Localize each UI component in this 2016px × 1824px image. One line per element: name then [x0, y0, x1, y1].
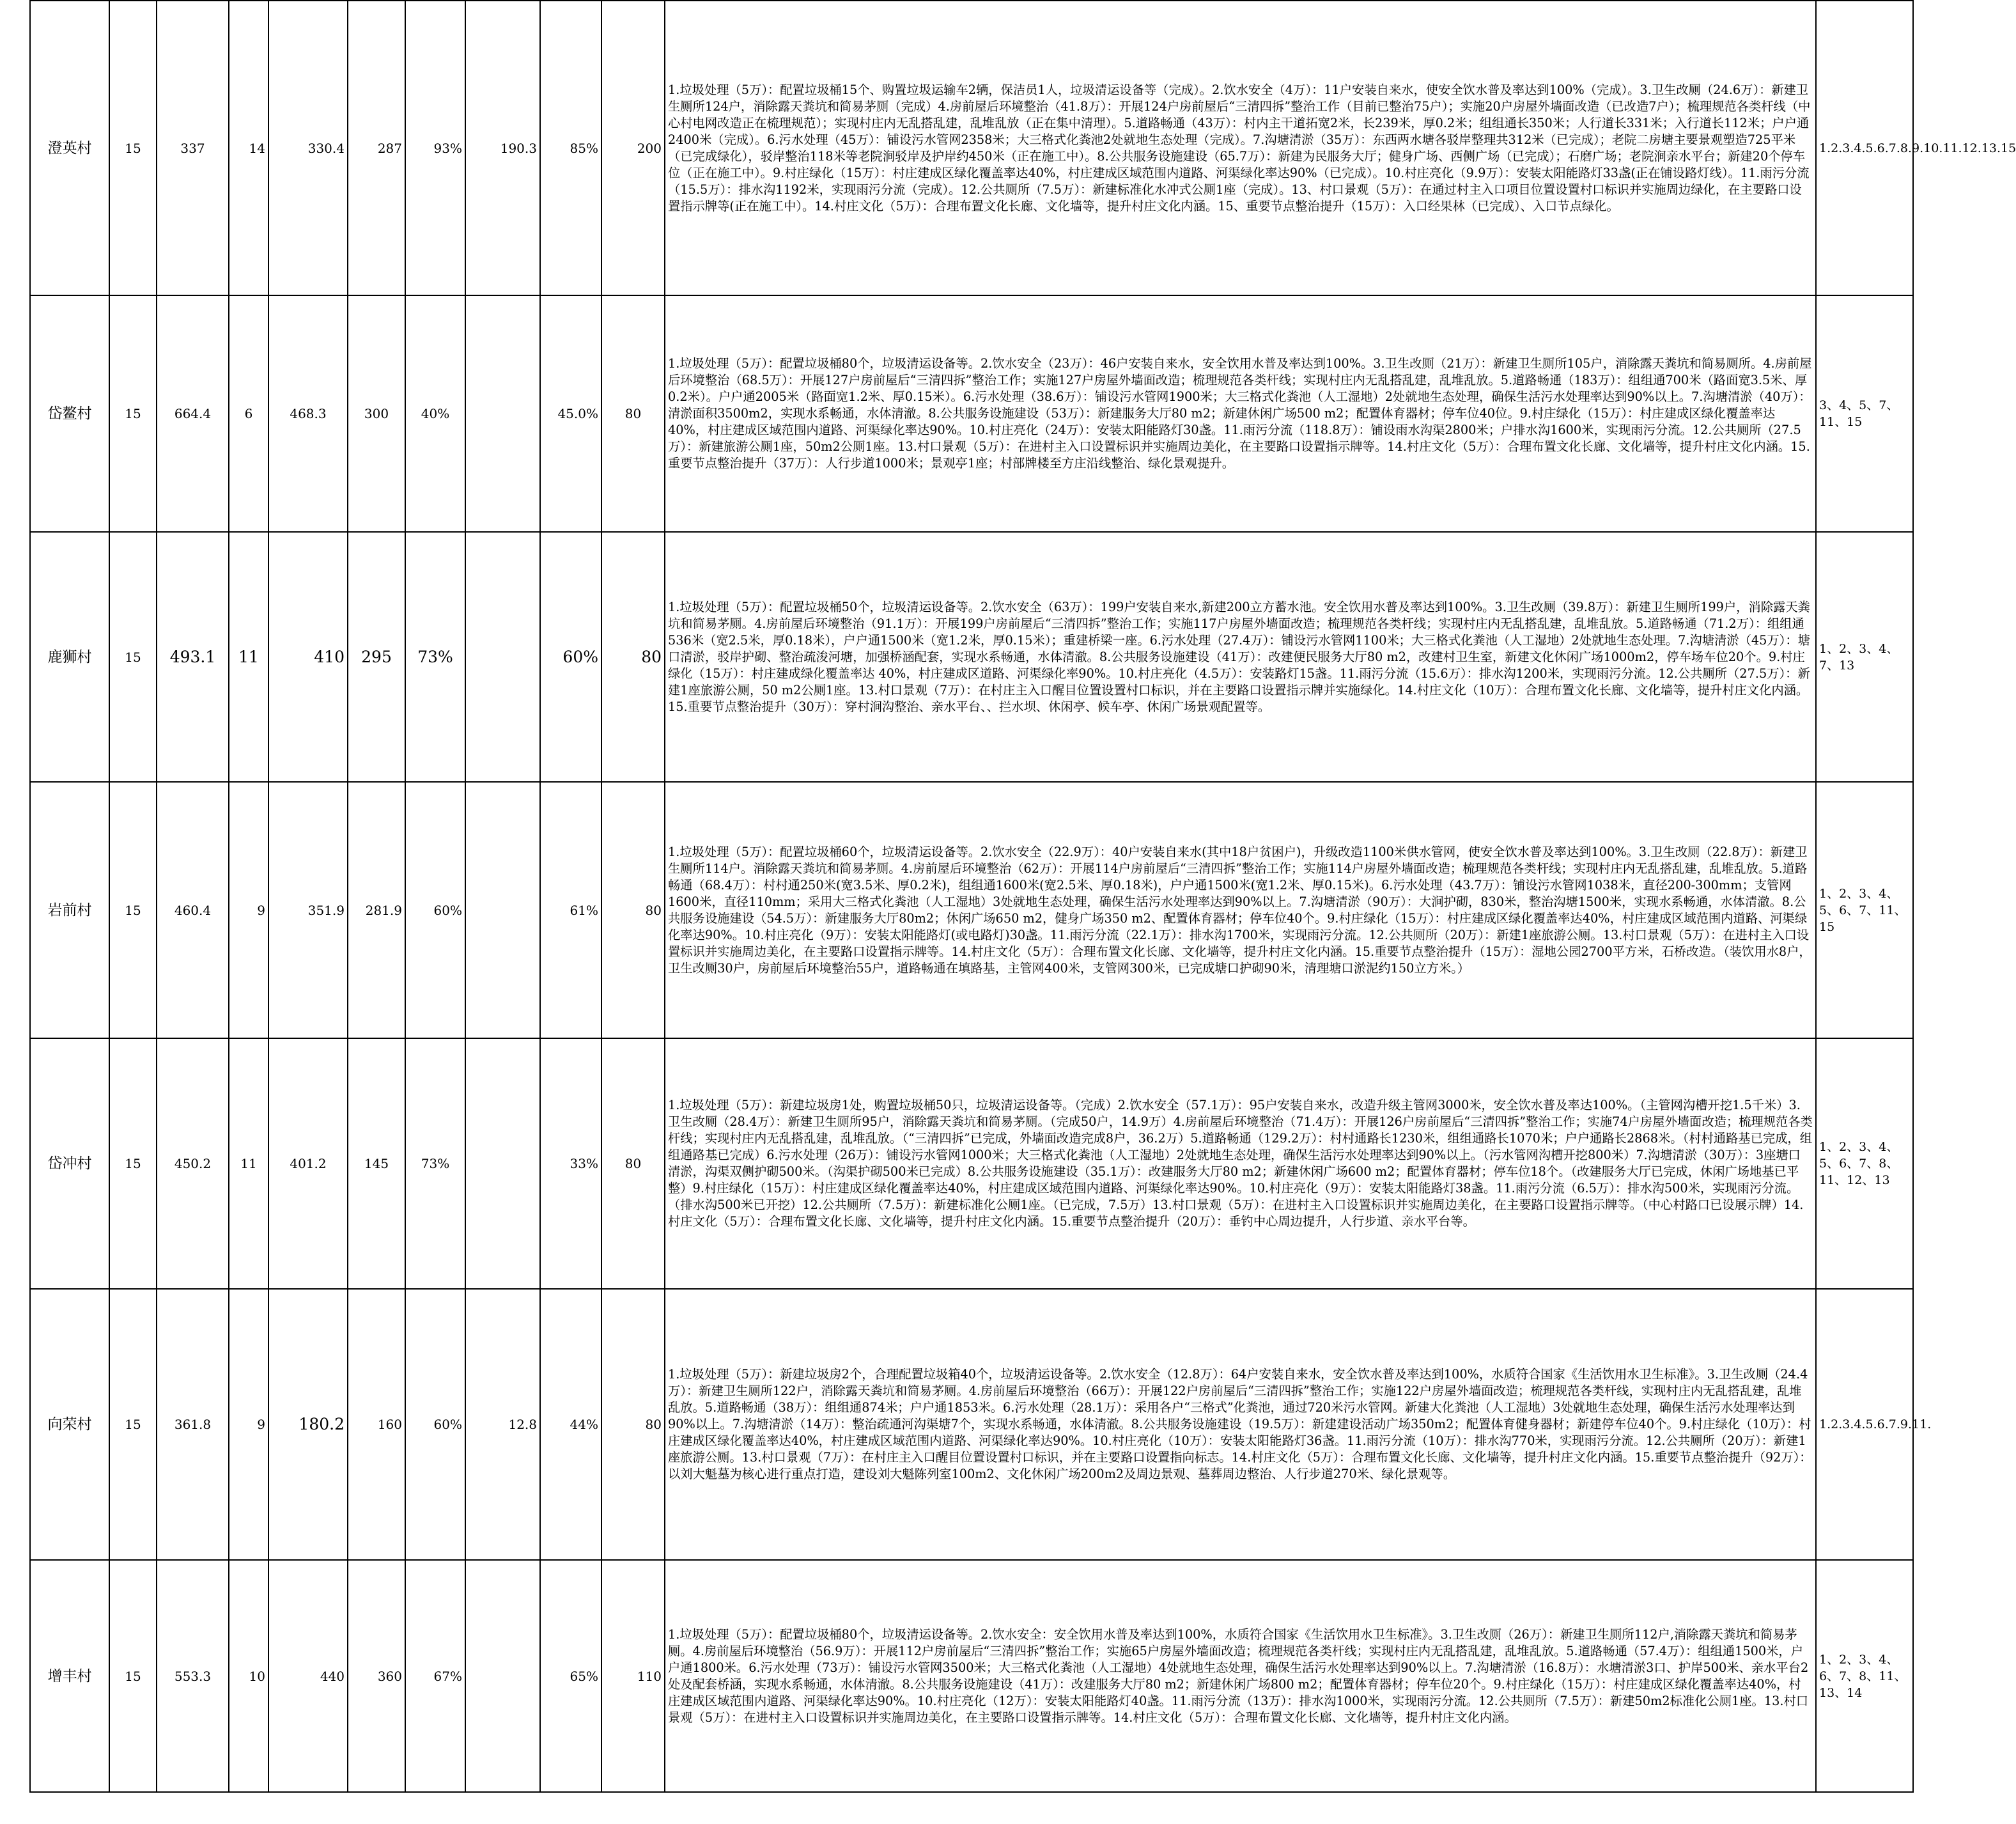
village-name: 向荣村 — [30, 1289, 109, 1560]
project-description: 1.垃圾处理（5万）：配置垃圾桶60个，垃圾清运设备等。2.饮水安全（22.9万）：40户安装自来水(其中18户贫困户)，升级改造1100米供水管网，使安全饮水普及率达到100%。3.卫生改厕（22.8万）：新建卫生厕所114户。消除露天粪坑和简易茅厕。4.房前屋后环境整治（62万）：开展114户房前屋后“三清四拆”整治工作；实施114户房屋外墙面改造；梳理规范各类杆线；实现村庄内无乱搭乱建，乱堆乱放。5.道路畅通（68.4万）：村村通250米(宽3.5米、厚0.2米)，组组通1600米(宽2.5米、厚0.18米)，户户通1500米(宽1.2米、厚0.15米)。6.污水处理（43.7万）：铺设污水管网1038米，直径200-300mm；支管网1600米，直径110mm；采用大三格式化粪池（人工湿地）3处就地生态处理，确保生活污水处理率达到90%以上。7.沟塘清淤（90万）：大涧护砌，830米，整治沟塘1500米，实现水系畅通，水体清澈。8.公共服务设施建设（54.5万）：新建服务大厅80m2；休闲广场650 m2，健身广场350 m2、配置体育器材；停车位40个。9.村庄绿化（15万）：村庄建成区绿化覆盖率达40%，村庄建成区域范围内道路、河渠绿化率达90%。10.村庄亮化（9万）：安装太阳能路灯(或电路灯)30盏。11.雨污分流（22.1万）：排水沟1700米，实现雨污分流。12.公共厕所（20万）：新建1座旅游公厕。13.村口景观（5万）：在进村主入口设置标识并实施周边美化，在主要路口设置指示牌等。14.村庄文化（5万）：合理布置文化长廊、文化墙等，提升村庄文化内涵。15.重要节点整治提升（15万）：湿地公园2700平方米，石桥改造。（装饮用水8户，卫生改厕30户，房前屋后环境整治55户，道路畅通在填路基，主管网400米，支管网300米，已完成塘口护砌90米，清理塘口淤泥约150立方米。） — [665, 782, 1816, 1038]
item-numbers: 1、2、3、4、7、13 — [1816, 532, 1913, 782]
cell-c5: 295 — [348, 532, 405, 782]
cell-c6: 60% — [405, 1289, 465, 1560]
cell-c9: 200 — [601, 1, 665, 295]
item-numbers: 1.2.3.4.5.6.7.8.9.10.11.12.13.15 — [1816, 1, 1913, 295]
table-row — [30, 1289, 1913, 1560]
project-description: 1.垃圾处理（5万）：新建垃圾房1处，购置垃圾桶50只，垃圾清运设备等。（完成）2.饮水安全（57.1万）：95户安装自来水，改造升级主管网3000米，安全饮水普及率达100%。（主管网沟槽开挖1.5千米）3.卫生改厕（28.4万）：新建卫生厕所95户，消除露天粪坑和简易茅厕。（完成50户，14.9万）4.房前屋后环境整治（71.4万）：开展126户房前屋后“三清四拆”整治工作；实施74户房屋外墙面改造；梳理规范各类杆线；实现村庄内无乱搭乱建，乱堆乱放。（“三清四拆”已完成，外墙面改造完成8户，36.2万）5.道路畅通（129.2万）：村村通路长1230米，组组通路长1070米；户户通路长2868米。（村村通路基已完成，组组通路基已完成）6.污水处理（26万）：铺设污水管网1000米；大三格式化粪池（人工湿地）2处就地生态处理，确保生活污水处理率达到90%以上。（污水管网沟槽开挖800米）7.沟塘清淤（30万）：3座塘口清淤，沟渠双侧护砌500米。（沟渠护砌500米已完成）8.公共服务设施建设（35.1万）：改建服务大厅80 m2；新建休闲广场600 m2；配置体育器材；停车位18个。（改建服务大厅已完成，休闲广场地基已平整）9.村庄绿化（15万）：村庄建成区绿化覆盖率达40%，村庄建成区域范围内道路、河渠绿化率达90%。10.村庄亮化（9万）：安装太阳能路灯38盏。11.雨污分流（6.5万）：排水沟500米，实现雨污分流。（排水沟500米已开挖）12.公共厕所（7.5万）：新建标准化公厕1座。（已完成，7.5万）13.村口景观（5万）：在进村主入口设置标识并实施周边美化，在主要路口设置指示牌等。（中心村路口已设展示牌）14.村庄文化（5万）：合理布置文化长廊、文化墙等，提升村庄文化内涵。15.重要节点整治提升（20万）：垂钓中心周边提升，人行步道、亲水平台等。 — [665, 1038, 1816, 1289]
village-name: 鹿狮村 — [30, 532, 109, 782]
cell-c7 — [465, 295, 540, 532]
cell-c5: 281.9 — [348, 782, 405, 1038]
cell-c7: 190.3 — [465, 1, 540, 295]
cell-c6: 67% — [405, 1560, 465, 1792]
cell-c7: 12.8 — [465, 1289, 540, 1560]
table-row — [30, 295, 1913, 532]
cell-c3: 11 — [229, 532, 268, 782]
cell-c5: 300 — [348, 295, 405, 532]
cell-c4: 401.2 — [268, 1038, 348, 1289]
item-numbers: 3、4、5、7、11、15 — [1816, 295, 1913, 532]
cell-c2: 361.8 — [157, 1289, 229, 1560]
item-numbers: 1、2、3、4、5、6、7、8、11、12、13 — [1816, 1038, 1913, 1289]
cell-c9: 80 — [601, 295, 665, 532]
cell-c3: 10 — [229, 1560, 268, 1792]
project-description: 1.垃圾处理（5万）：配置垃圾桶15个、购置垃圾运输车2辆，保洁员1人，垃圾清运设备等（完成）。2.饮水安全（4万）：11户安装自来水，使安全饮水普及率达到100%（完成）。3.卫生改厕（24.6万）：新建卫生厕所124户，消除露天粪坑和简易茅厕（完成）4.房前屋后环境整治（41.8万）：开展124户房前屋后“三清四拆”整治工作（目前已整治75户）；实施20户房屋外墙面改造（已改造7户）；梳理规范各类杆线（中心村电网改造正在梳理规范）；实现村庄内无乱搭乱建，乱堆乱放（正在集中清理）。5.道路畅通（43万）：村内主干道拓宽2米，长239米，厚0.2米；组组通长350米；人行道长331米；入行道长112米；户户通2400米（完成）。6.污水处理（45万）：铺设污水管网2358米；大三格式化粪池2处就地生态处理（完成）。7.沟塘清淤（35万）：东西两水塘各驳岸整理共312米（已完成）；老院二房塘主要景观塑造725平米（已完成绿化），驳岸整治118米等老院涧驳岸及护岸约450米（正在施工中）。8.公共服务设施建设（65.7万）：新建为民服务大厅；健身广场、西侧广场（已完成）；石磨广场；老院涧亲水平台；新建20个停车位（正在施工中）。9.村庄绿化（15万）：村庄建成区绿化覆盖率达40%，村庄建成区域范围内道路、河渠绿化率达90%（已完成）。10.村庄亮化（9.9万）：安装太阳能路灯33盏(正在铺设路灯线）。11.雨污分流（15.5万）：排水沟1192米，实现雨污分流（完成）。12.公共厕所（7.5万）：新建标准化水冲式公厕1座（完成）。13、村口景观（5万）：在通过村主入口项目位置设置村口标识并实施周边绿化，在主要路口设置指示牌等(正在施工中）。14.村庄文化（5万）：合理布置文化长廊、文化墙等，提升村庄文化内涵。15、重要节点整治提升（15万）：入口经果林（已完成）、入口节点绿化。 — [665, 1, 1816, 295]
cell-c7 — [465, 1560, 540, 1792]
cell-c5: 360 — [348, 1560, 405, 1792]
table-row — [30, 1, 1913, 295]
cell-c2: 553.3 — [157, 1560, 229, 1792]
cell-c3: 11 — [229, 1038, 268, 1289]
cell-c1: 15 — [109, 1560, 157, 1792]
project-description: 1.垃圾处理（5万）：配置垃圾桶50个，垃圾清运设备等。2.饮水安全（63万）：199户安装自来水,新建200立方蓄水池。安全饮用水普及率达到100%。3.卫生改厕（39.8万）：新建卫生厕所199户，消除露天粪坑和简易茅厕。4.房前屋后环境整治（91.1万）：开展199户房前屋后“三清四拆”整治工作；实施117户房屋外墙面改造；梳理规范各类杆线；实现村庄内无乱搭乱建，乱堆乱放。5.道路畅通（71.2万）：组组通536米（宽2.5米，厚0.18米），户户通1500米（宽1.2米，厚0.15米）；重建桥梁一座。6.污水处理（27.4万）：铺设污水管网1100米；大三格式化粪池（人工湿地）2处就地生态处理。7.沟塘清淤（45万）：塘口清淤，驳岸护砌、整治疏浚河塘，加强桥涵配套，实现水系畅通，水体清澈。8.公共服务设施建设（41万）：改建便民服务大厅80 m2，改建村卫生室，新建文化休闲广场1000m2，停车场车位20个。9.村庄绿化（15万）：村庄建成绿化覆盖率达 40%，村庄建成区道路、河渠绿化率90%。10.村庄亮化（4.5万）：安装路灯15盏。11.雨污分流（15.6万）：排水沟1200米，实现雨污分流。12.公共厕所（27.5万）：新建1座旅游公厕，50 m2公厕1座。13.村口景观（7万）：在村庄主入口醒目位置设置村口标识，并在主要路口设置指示牌并实施绿化。14.村庄文化（10万）：合理布置文化长廊、文化墙等，提升村庄文化内涵。15.重要节点整治提升（30万）：穿村涧沟整治、亲水平台、、拦水坝、休闲亭、候车亭、休闲广场景观配置等。 — [665, 532, 1816, 782]
cell-c6: 40% — [405, 295, 465, 532]
cell-c4: 410 — [268, 532, 348, 782]
cell-c9: 80 — [601, 532, 665, 782]
cell-c9: 80 — [601, 782, 665, 1038]
item-numbers: 1、2、3、4、5、6、7、11、15 — [1816, 782, 1913, 1038]
village-name: 增丰村 — [30, 1560, 109, 1792]
cell-c9: 110 — [601, 1560, 665, 1792]
project-description: 1.垃圾处理（5万）：配置垃圾桶80个，垃圾清运设备等。2.饮水安全：安全饮用水普及率达到100%，水质符合国家《生活饮用水卫生标准》。3.卫生改厕（26万）：新建卫生厕所112户,消除露天粪坑和简易茅厕。4.房前屋后环境整治（56.9万）：开展112户房前屋后“三清四拆”整治工作；实施65户房屋外墙面改造；梳理规范各类杆线；实现村庄内无乱搭乱建，乱堆乱放。5.道路畅通（57.4万）：组组通1500米，户户通1800米。6.污水处理（73万）：铺设污水管网3500米；大三格式化粪池（人工湿地）4处就地生态处理，确保生活污水处理率达到90%以上。7.沟塘清淤（16.8万）：水塘清淤3口、护岸500米、亲水平台2处及配套桥涵，实现水系畅通，水体清澈。8.公共服务设施建设（41万）：改建服务大厅80 m2；新建休闲广场800 m2；配置体育器材；停车位20个。9.村庄绿化（15万）：村庄建成区绿化覆盖率达40%，村庄建成区域范围内道路、河渠绿化率达90%。10.村庄亮化（12万）：安装太阳能路灯40盏。11.雨污分流（13万）：排水沟1000米，实现雨污分流。12.公共厕所（7.5万）：新建50m2标准化公厕1座。13.村口景观（5万）：在进村主入口设置标识并实施周边美化，在主要路口设置指示牌等。14.村庄文化（5万）：合理布置文化长廊、文化墙等，提升村庄文化内涵。 — [665, 1560, 1816, 1792]
cell-c1: 15 — [109, 1038, 157, 1289]
project-description: 1.垃圾处理（5万）：配置垃圾桶80个，垃圾清运设备等。2.饮水安全（23万）：46户安装自来水，安全饮用水普及率达到100%。3.卫生改厕（21万）：新建卫生厕所105户，消除露天粪坑和简易厕所。4.房前屋后环境整治（68.5万）：开展127户房前屋后“三清四拆”整治工作；实施127户房屋外墙面改造；梳理规范各类杆线；实现村庄内无乱搭乱建，乱堆乱放。5.道路畅通（183万）：组组通700米（路面宽3.5米、厚0.2米）。户户通2005米（路面宽1.2米、厚0.15米）。6.污水处理（38.6万）：铺设污水管网1900米；大三格式化粪池（人工湿地）2处就地生态处理，确保生活污水处理率达到90%以上。7.沟塘清淤（40万）：清淤面积3500m2，实现水系畅通，水体清澈。8.公共服务设施建设（53万）：新建服务大厅80 m2；新建休闲广场500 m2；配置体育器材；停车位40位。9.村庄绿化（15万）：村庄建成区绿化覆盖率达40%，村庄建成区域范围内道路、河渠绿化率达90%。10.村庄亮化（24万）：安装太阳能路灯30盏。11.雨污分流（118.8万）：铺设雨水沟渠2800米；户排水沟1600米，实现雨污分流。12.公共厕所（27.5万）：新建旅游公厕1座，50m2公厕1座。13.村口景观（5万）：在进村主入口设置标识并实施周边美化，在主要路口设置指示牌等。14.村庄文化（5万）：合理布置文化长廊、文化墙等，提升村庄文化内涵。15.重要节点整治提升（37万）：人行步道1000米；景观亭1座；村部牌楼至方庄沿线整治、绿化景观提升。 — [665, 295, 1816, 532]
cell-c8: 61% — [540, 782, 601, 1038]
cell-c8: 85% — [540, 1, 601, 295]
cell-c6: 93% — [405, 1, 465, 295]
cell-c8: 44% — [540, 1289, 601, 1560]
cell-c4: 330.4 — [268, 1, 348, 295]
cell-c2: 450.2 — [157, 1038, 229, 1289]
cell-c2: 460.4 — [157, 782, 229, 1038]
cell-c5: 145 — [348, 1038, 405, 1289]
cell-c8: 45.0% — [540, 295, 601, 532]
table-row — [30, 1560, 1913, 1792]
item-numbers: 1、2、3、4、6、7、8、11、13、14 — [1816, 1560, 1913, 1792]
cell-c9: 80 — [601, 1289, 665, 1560]
table-row — [30, 532, 1913, 782]
project-description: 1.垃圾处理（5万）：新建垃圾房2个，合理配置垃圾箱40个，垃圾清运设备等。2.饮水安全（12.8万）：64户安装自来水，安全饮水普及率达到100%，水质符合国家《生活饮用水卫生标准》。3.卫生改厕（24.4万）：新建卫生厕所122户，消除露天粪坑和简易茅厕。4.房前屋后环境整治（66万）：开展122户房前屋后“三清四拆”整治工作；实施122户房屋外墙面改造；梳理规范各类杆线，实现村庄内无乱搭乱建，乱堆乱放。5.道路畅通（38万）：组组通874米；户户通1853米。6.污水处理（28.1万）：采用各户“三格式”化粪池，通过720米污水管网。新建大化粪池（人工湿地）3处就地生态处理，确保生活污水处理率达到90%以上。7.沟塘清淤（14万）：整治疏通河沟渠塘7个，实现水系畅通，水体清澈。8.公共服务设施建设（19.5万）：新建建设活动广场350m2；配置体育健身器材；新建停车位40个。9.村庄绿化（10万）：村庄建成区绿化覆盖率达40%，村庄建成区域范围内道路、河渠绿化率达90%。10.村庄亮化（10万）：安装太阳能路灯36盏。11.雨污分流（10万）：排水沟770米，实现雨污分流。12.公共厕所（20万）：新建1座旅游公厕。13.村口景观（7万）：在村庄主入口醒目位置设置村口标识，并在主要路口设置指向标志。14.村庄文化（5万）：合理布置文化长廊、文化墙等，提升村庄文化内涵。15.重要节点整治提升（92万）：以刘大魁墓为核心进行重点打造，建设刘大魁陈列室100m2、文化休闲广场200m2及周边景观、墓葬周边整治、人行步道270米、绿化景观等。 — [665, 1289, 1816, 1560]
table-row — [30, 782, 1913, 1038]
cell-c1: 15 — [109, 532, 157, 782]
cell-c7 — [465, 532, 540, 782]
cell-c8: 33% — [540, 1038, 601, 1289]
village-name: 岱冲村 — [30, 1038, 109, 1289]
cell-c5: 287 — [348, 1, 405, 295]
cell-c4: 468.3 — [268, 295, 348, 532]
cell-c1: 15 — [109, 1, 157, 295]
village-renovation-table — [29, 0, 2016, 1793]
cell-c2: 337 — [157, 1, 229, 295]
cell-c1: 15 — [109, 782, 157, 1038]
cell-c3: 6 — [229, 295, 268, 532]
table-row — [30, 1038, 1913, 1289]
village-name: 岱鳌村 — [30, 295, 109, 532]
cell-c3: 14 — [229, 1, 268, 295]
cell-c1: 15 — [109, 295, 157, 532]
cell-c8: 60% — [540, 532, 601, 782]
cell-c3: 9 — [229, 1289, 268, 1560]
cell-c9: 80 — [601, 1038, 665, 1289]
cell-c3: 9 — [229, 782, 268, 1038]
item-numbers: 1.2.3.4.5.6.7.9.11. — [1816, 1289, 1913, 1560]
cell-c4: 351.9 — [268, 782, 348, 1038]
cell-c1: 15 — [109, 1289, 157, 1560]
cell-c2: 493.1 — [157, 532, 229, 782]
cell-c8: 65% — [540, 1560, 601, 1792]
cell-c4: 440 — [268, 1560, 348, 1792]
cell-c6: 73% — [405, 1038, 465, 1289]
cell-c6: 73% — [405, 532, 465, 782]
cell-c5: 160 — [348, 1289, 405, 1560]
village-name: 岩前村 — [30, 782, 109, 1038]
cell-c4: 180.2 — [268, 1289, 348, 1560]
cell-c6: 60% — [405, 782, 465, 1038]
cell-c7 — [465, 782, 540, 1038]
cell-c7 — [465, 1038, 540, 1289]
cell-c2: 664.4 — [157, 295, 229, 532]
village-name: 澄英村 — [30, 1, 109, 295]
